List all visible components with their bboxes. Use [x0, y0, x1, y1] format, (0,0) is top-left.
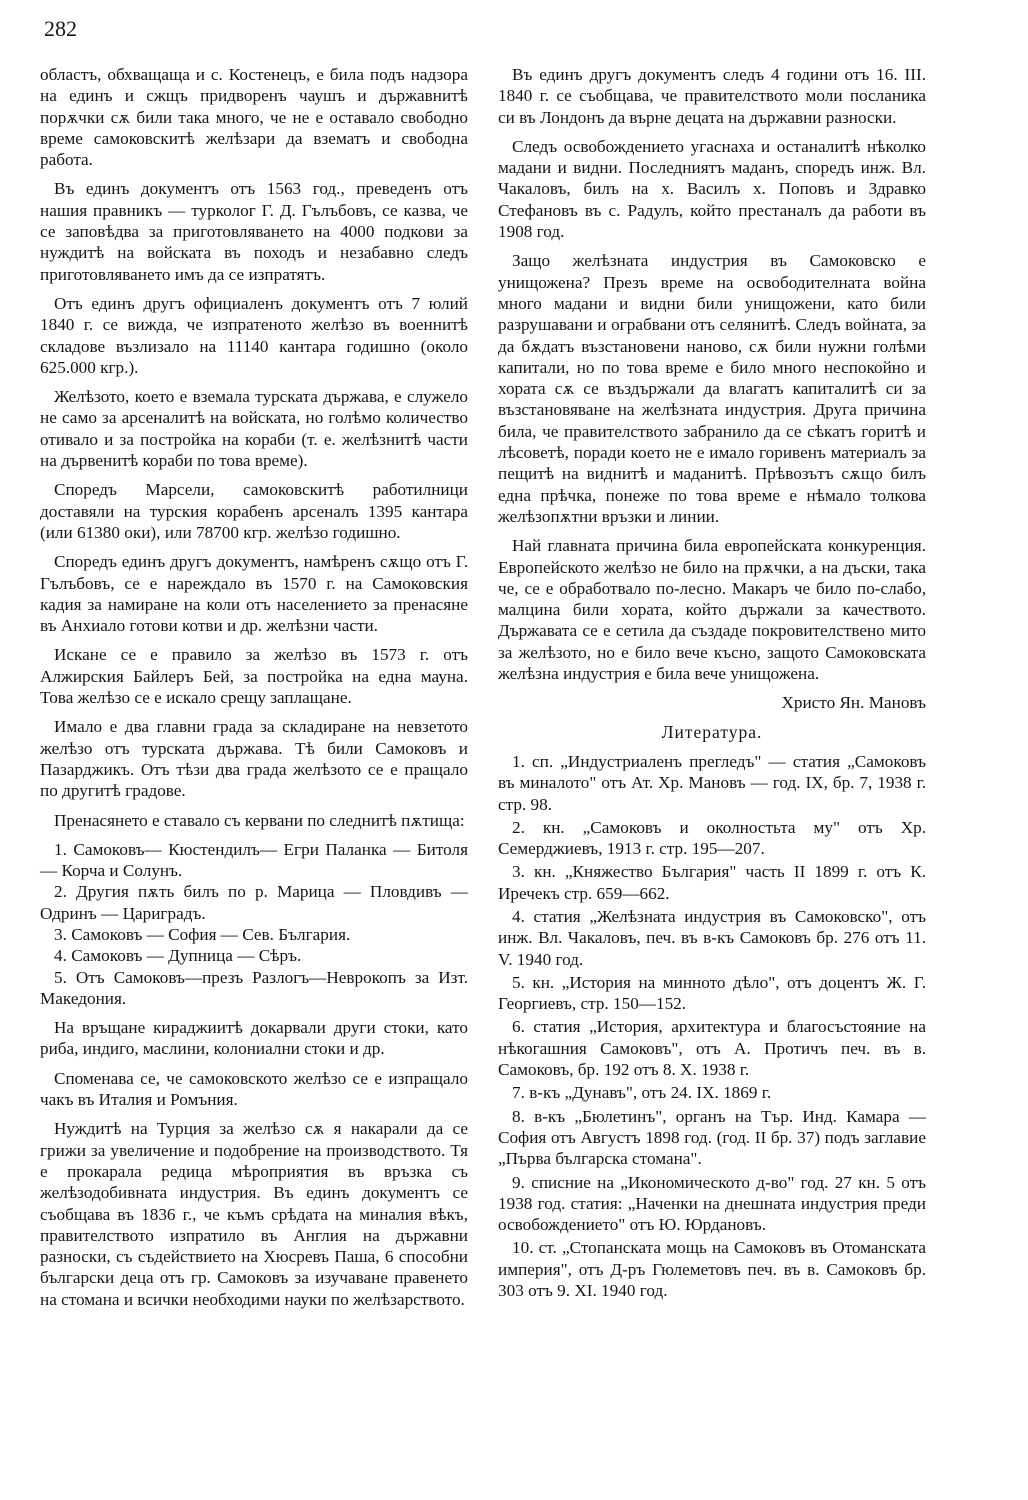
page-number: 282	[44, 16, 77, 41]
paragraph: Желѣзото, което е вземала турската държава, е служело не само за арсеналитѣ на войската, но голѣмо количество отивало и за постройка на кораби (т. е. желѣзнитѣ части на дървенитѣ кораби по това време).	[40, 387, 468, 471]
route-item: 4. Самоковъ — Дупница — Сѣръ.	[54, 946, 302, 966]
paragraph: Отъ единъ другъ официаленъ документъ отъ 7 юлий 1840 г. се вижда, че изпратеното желѣзо въ военнитѣ складове възлизало на 11140 кантара годишно (около 625.000 кгр.).	[40, 293, 468, 377]
paragraph: Пренасянето е ставало съ кервани по следнитѣ пѫтища:	[54, 810, 465, 830]
paragraph: На връщане кираджиитѣ докарвали други стоки, като риба, индиго, маслини, колониални стоки и др.	[40, 1018, 468, 1059]
route-item: 1. Самоковъ— Кюстендилъ— Егри Паланка — Битоля — Корча и Солунъ.	[40, 839, 468, 881]
paragraph: Имало е два главни града за складиране на невзетото желѣзо отъ турската държава. Тѣ били Самоковъ и Пазарджикъ. Отъ тѣзи два града желѣзото се е пращало по другитѣ градове.	[40, 717, 468, 801]
paragraph: Следъ освобождението угаснаха и останалитѣ нѣколко мадани и видни. Последниятъ маданъ, споредъ инж. Вл. Чакаловъ, билъ на х. Василъ х. Поповъ и Здравко Стефановъ въ с. Радулъ, който престаналъ да работи въ 1908 год.	[498, 136, 926, 242]
literature-item: 4. статия „Желѣзната индустрия въ Самоковско", отъ инж. Вл. Чакаловъ, печ. въ в-къ Самоковъ бр. 276 отъ 11. V. 1940 год.	[498, 906, 926, 969]
paragraph: Най главната причина била европейската конкуренция. Европейското желѣзо не било на прѫчки, а на дъски, така че, се е обработвало по-лесно. Макаръ че било по-слабо, малцина били хората, който държали за качеството. Държавата се е сетила да създаде покровителствено мито за желѣзото, но е било вече късно, защото Самоковската желѣзна индустрия е била вече унищожена.	[498, 536, 926, 684]
literature-item: 2. кн. „Самоковъ и околностьта му" отъ Хр. Семерджиевъ, 1913 г. стр. 195—207.	[498, 817, 926, 859]
paragraph: Споредъ Марсели, самоковскитѣ работилници доставяли на турския корабенъ арсеналъ 1395 кантара (или 61380 оки), или 78700 кгр. желѣзо годишно.	[40, 480, 468, 542]
literature-item: 10. ст. „Стопанската мощь на Самоковъ въ Отоманската империя", отъ Д-ръ Гюлеметовъ печ. въ в. Самоковъ бр. 303 отъ 9. XI. 1940 год.	[498, 1238, 926, 1301]
literature-item: 1. сп. „Индустриаленъ прегледъ" — статия „Самоковъ въ миналото" отъ Ат. Хр. Мановъ — год. IX, бр. 7, 1938 г. стр. 98.	[498, 751, 926, 814]
literature-item: 8. в-къ „Бюлетинъ", органъ на Тър. Инд. Камара — София отъ Августъ 1898 год. (год. II бр. 37) подъ заглавие „Първа българска стомана".	[498, 1106, 926, 1169]
paragraph: Въ единъ документъ отъ 1563 год., преведенъ отъ нашия правникъ — турколог Г. Д. Гълъбовъ, се казва, че се заповѣдва за приготовляването на 4000 подкови за нуждитѣ на войската въ походъ и незабавно следъ приготовляването имъ да се изпратятъ.	[40, 179, 468, 284]
literature-item: 7. в-къ „Дунавъ", отъ 24. IX. 1869 г.	[512, 1083, 772, 1103]
literature-item: 5. кн. „История на минното дѣло", отъ доцентъ Ж. Г. Георгиевъ, стр. 150—152.	[498, 972, 926, 1014]
paragraph: Защо желѣзната индустрия въ Самоковско е унищожена? Презъ време на освободителната война много мадани и видни били унищожени, като били разрушавани и ограбвани отъ селянитѣ. Следъ войната, за да бѫдатъ възстановени наново, сѫ били нужни голѣми капитали, но по това време е било много неспокойно и хората сѫ се въздържали да влагатъ капиталитѣ си за възстановяване на желѣзната индустрия. Друга причина била, че правителството забранило да се сѣкатъ горитѣ и лѣсоветѣ, поради което не е имало горивенъ материалъ за пещитѣ на виднитѣ и маданитѣ. Прѣвозътъ сѫщо билъ една прѣчка, понеже по това време е нѣмало толкова желѣзопѫтни връзки и линии.	[498, 251, 926, 526]
left-column	[40, 64, 468, 1318]
paragraph: Нуждитѣ на Турция за желѣзо сѫ я накарали да се грижи за увеличение и подобрение на производството. Тя е прокарала редица мѣроприятия въ връзка съ желѣзодобивната индустрия. Въ единъ документъ се съобщава въ 1836 г., че къмъ срѣдата на миналия вѣкъ, правителството изпратило въ Англия на държавни разноски, съ съдействието на Хюсревъ Паша, 6 способни български деца отъ гр. Самоковъ за изучаване правенето на стомана и всички необходими науки по желѣзарството.	[40, 1119, 468, 1309]
literature-heading: Литература.	[661, 721, 763, 742]
paragraph: областъ, обхващаща и с. Костенецъ, е била подъ надзора на единъ и сжщъ придворенъ чаушъ и държавнитѣ порѫчки сѫ били така много, че не е оставало свободно време самоковскитѣ желѣзари да взематъ и свободна работа.	[40, 65, 468, 170]
route-item: 3. Самоковъ — София — Сев. България.	[54, 924, 351, 944]
route-item: 5. Отъ Самоковъ—презъ Разлогъ—Неврокопъ за Изт. Македония.	[40, 967, 468, 1008]
paragraph: Въ единъ другъ документъ следъ 4 години отъ 16. III. 1840 г. се съобщава, че правителството моли посланика си въ Лондонъ да върне децата на държавни разноски.	[498, 65, 926, 127]
author-signature: Христо Ян. Мановъ	[781, 693, 926, 713]
literature-item: 9. списние на „Икономическото д-во" год. 27 кн. 5 отъ 1938 год. статия: „Наченки на днешната индустрия преди освобождението" отъ Ю. Юрдановъ.	[498, 1172, 926, 1235]
paragraph: Споменава се, че самоковското желѣзо се е изпращало чакъ въ Италия и Ромъния.	[40, 1068, 468, 1110]
literature-item: 6. статия „История, архитектура и благосъстояние на нѣкогашния Самоковъ", отъ А. Протичъ печ. въ в. Самоковъ, бр. 192 отъ 8. X. 1938 г.	[498, 1017, 926, 1080]
literature-item: 3. кн. „Княжество България" часть II 1899 г. отъ К. Иречекъ стр. 659—662.	[498, 862, 926, 903]
paragraph: Споредъ единъ другъ документъ, намѣренъ сѫщо отъ Г. Гълъбовъ, се е нареждало въ 1570 г. на Самоковския кадия за намиране на коли отъ населението за пренасяне въ Анхиало готови котви и др. желѣзни части.	[40, 552, 468, 636]
route-item: 2. Другия пѫть билъ по р. Марица — Пловдивъ — Одринъ — Цариградъ.	[40, 882, 468, 923]
right-column	[498, 64, 926, 1303]
paragraph: Искане се е правило за желѣзо въ 1573 г. отъ Алжирския Байлеръ Бей, за постройка на една мауна. Това желѣзо се е искало срещу заплащане.	[40, 645, 468, 708]
